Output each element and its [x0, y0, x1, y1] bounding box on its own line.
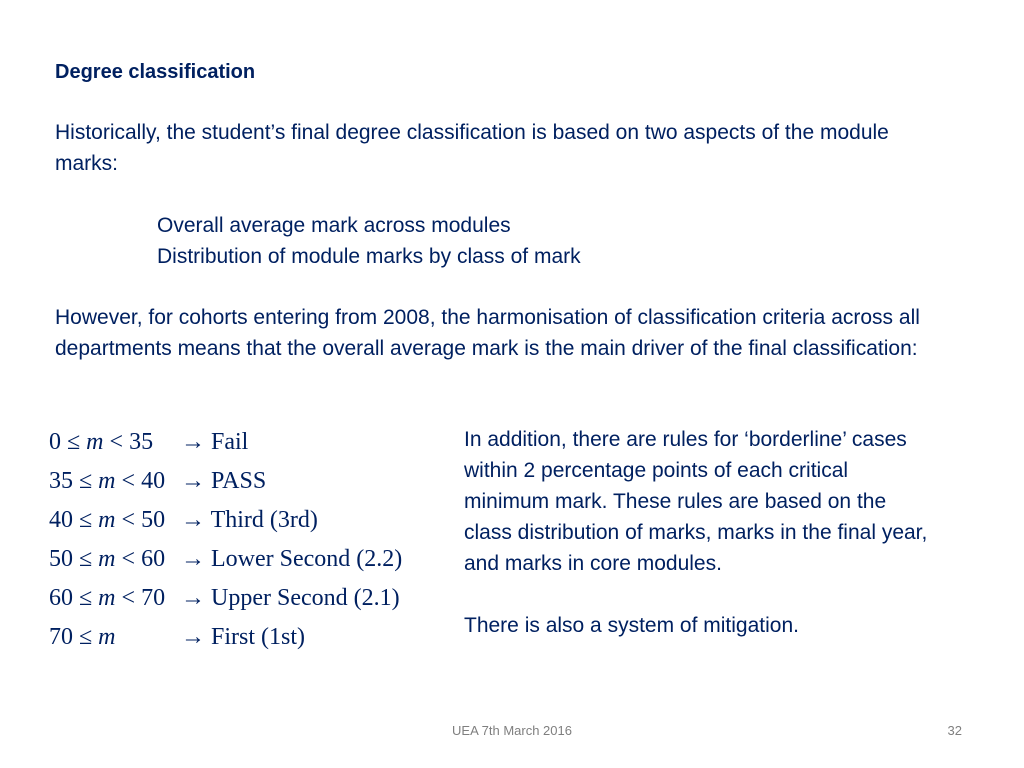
band-row	[49, 540, 402, 579]
aspects-list	[157, 210, 581, 272]
band-upper-bound: 50	[141, 507, 166, 533]
band-upper-bound: 35	[129, 429, 154, 455]
band-condition: 50 ≤ m < 60	[49, 546, 166, 572]
mitigation-text: There is also a system of mitigation.	[464, 614, 799, 637]
band-row	[49, 579, 402, 618]
band-condition: 60 ≤ m < 70	[49, 585, 166, 611]
band-result-label: Fail	[211, 429, 249, 455]
band-lower-bound: 60	[49, 585, 73, 611]
band-result: → PASS	[181, 468, 267, 494]
band-lower-bound: 70	[49, 624, 73, 650]
mark-variable: m	[98, 507, 116, 533]
band-lower-bound: 50	[49, 546, 73, 572]
band-lower-bound: 35	[49, 468, 73, 494]
borderline-rules-text: In addition, there are rules for ‘borderline’ cases within 2 percentage points of each critical minimum mark. These rules are based on the class distribution of marks, marks in the final year, and marks in core modules.	[464, 428, 928, 575]
band-result-label: PASS	[211, 468, 267, 494]
mark-variable: m	[98, 468, 116, 494]
band-lower-bound: 40	[49, 507, 73, 533]
mark-variable: m	[98, 585, 116, 611]
additional-rules	[464, 424, 934, 641]
band-upper-bound: 40	[141, 468, 166, 494]
band-result: → First (1st)	[181, 624, 306, 650]
slide-title: Degree classification	[55, 61, 256, 83]
band-upper-bound: 60	[141, 546, 166, 572]
band-condition: 35 ≤ m < 40	[49, 468, 166, 494]
band-condition: 0 ≤ m < 35	[49, 429, 154, 455]
band-result: → Upper Second (2.1)	[181, 585, 400, 611]
intro-paragraph: Historically, the student’s final degree classification is based on two aspects of the module marks:	[55, 121, 889, 175]
aspect-item: Distribution of module marks by class of mark	[157, 245, 581, 268]
footer-text: UEA 7th March 2016	[452, 723, 572, 738]
mark-variable: m	[86, 429, 104, 455]
classification-bands	[49, 423, 402, 657]
band-row	[49, 618, 402, 657]
harmonisation-paragraph: However, for cohorts entering from 2008, the harmonisation of classification criteria across all departments means that the overall average mark is the main driver of the final classification:	[55, 306, 920, 360]
band-row	[49, 501, 402, 540]
band-result: → Lower Second (2.2)	[181, 546, 403, 572]
mark-variable: m	[98, 546, 116, 572]
band-lower-bound: 0	[49, 429, 61, 455]
band-result: → Fail	[181, 429, 249, 455]
band-row	[49, 423, 402, 462]
band-condition: 40 ≤ m < 50	[49, 507, 166, 533]
band-result: → Third (3rd)	[181, 507, 318, 533]
band-result-label: Third (3rd)	[210, 507, 318, 533]
band-row	[49, 462, 402, 501]
band-result-label: Upper Second (2.1)	[211, 585, 400, 611]
aspect-item: Overall average mark across modules	[157, 214, 511, 237]
band-result-label: First (1st)	[211, 624, 306, 650]
mark-variable: m	[98, 624, 116, 650]
page-number: 32	[947, 723, 962, 738]
band-result-label: Lower Second (2.2)	[211, 546, 403, 572]
band-condition: 70 ≤ m	[49, 624, 116, 650]
band-upper-bound: 70	[141, 585, 166, 611]
